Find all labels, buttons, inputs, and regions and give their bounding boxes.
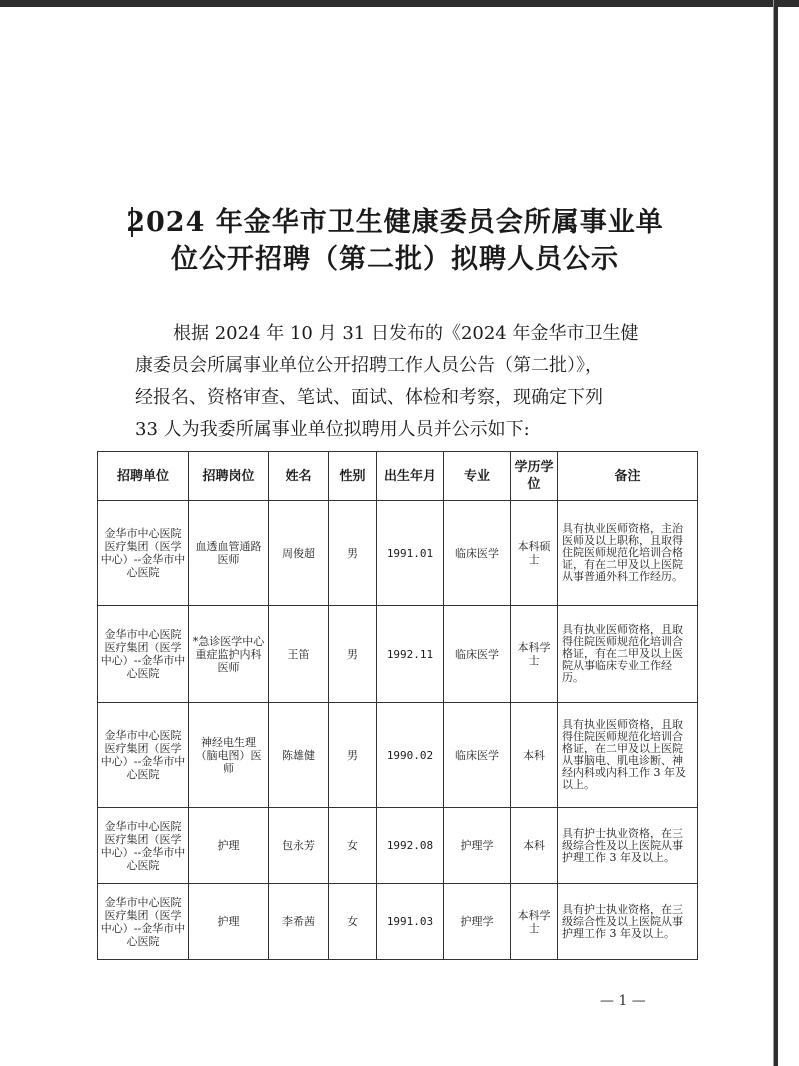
cell-note: 具有护士执业资格，在三级综合性及以上医院从事护理工作 3 年及以上。 (558, 884, 698, 960)
title-line-2: 位公开招聘（第二批）拟聘人员公示 (171, 244, 619, 275)
cell-degree: 本科 (511, 808, 558, 884)
header-major: 专业 (444, 452, 511, 501)
cell-name: 包永芳 (269, 808, 329, 884)
cell-note: 具有护士执业资格，在三级综合性及以上医院从事护理工作 3 年及以上。 (558, 808, 698, 884)
table-row (98, 501, 698, 606)
cell-birth: 1991.01 (377, 501, 444, 606)
cell-gender: 男 (329, 703, 377, 808)
intro-line-3: 经报名、资格审查、笔试、面试、体检和考察，现确定下列 (135, 387, 603, 408)
right-border (774, 0, 778, 1066)
cell-birth: 1991.03 (377, 884, 444, 960)
cell-major: 临床医学 (444, 703, 511, 808)
intro-paragraph (135, 318, 675, 446)
cell-post: *急诊医学中心重症监护内科医师 (189, 606, 269, 703)
page-number: — 1 — (600, 993, 646, 1009)
table-header-row (98, 452, 698, 501)
header-birth: 出生年月 (377, 452, 444, 501)
cell-degree: 本科硕士 (511, 501, 558, 606)
cell-post: 护理 (189, 808, 269, 884)
cell-gender: 男 (329, 501, 377, 606)
cell-post: 血透血管通路医师 (189, 501, 269, 606)
cell-name: 王笛 (269, 606, 329, 703)
header-unit: 招聘单位 (98, 452, 189, 501)
cell-note: 具有执业医师资格，主治医师及以上职称，且取得住院医师规范化培训合格证，有在二甲及以上医院从事普通外科工作经历。 (558, 501, 698, 606)
header-note: 备注 (558, 452, 698, 501)
cell-major: 护理学 (444, 884, 511, 960)
cell-major: 临床医学 (444, 606, 511, 703)
header-gender: 性别 (329, 452, 377, 501)
intro-line-4: 33 人为我委所属事业单位拟聘用人员并公示如下: (135, 419, 530, 440)
cell-birth: 1992.08 (377, 808, 444, 884)
table-row (98, 884, 698, 960)
table-row (98, 703, 698, 808)
personnel-table (97, 451, 698, 960)
page-title (120, 204, 670, 278)
cell-post: 神经电生理（脑电图）医师 (189, 703, 269, 808)
cell-unit: 金华市中心医院医疗集团（医学中心）--金华市中心医院 (98, 808, 189, 884)
cell-name: 陈雄健 (269, 703, 329, 808)
cell-degree: 本科 (511, 703, 558, 808)
cell-degree: 本科学士 (511, 884, 558, 960)
cell-major: 临床医学 (444, 501, 511, 606)
intro-line-2: 康委员会所属事业单位公开招聘工作人员公告（第二批）》， (135, 355, 603, 376)
table-row (98, 606, 698, 703)
cell-degree: 本科学士 (511, 606, 558, 703)
cell-gender: 男 (329, 606, 377, 703)
cell-birth: 1990.02 (377, 703, 444, 808)
cell-name: 周俊超 (269, 501, 329, 606)
cell-birth: 1992.11 (377, 606, 444, 703)
cell-major: 护理学 (444, 808, 511, 884)
header-name: 姓名 (269, 452, 329, 501)
top-border (0, 0, 799, 7)
intro-line-1: 根据 2024 年 10 月 31 日发布的《2024 年金华市卫生健 (173, 323, 639, 344)
cell-note: 具有执业医师资格，且取得住院医师规范化培训合格证，有在二甲及以上医院从事临床专业工作经历。 (558, 606, 698, 703)
cell-gender: 女 (329, 808, 377, 884)
table-row (98, 808, 698, 884)
cell-name: 李希茜 (269, 884, 329, 960)
cell-unit: 金华市中心医院医疗集团（医学中心）--金华市中心医院 (98, 703, 189, 808)
cell-unit: 金华市中心医院医疗集团（医学中心）--金华市中心医院 (98, 884, 189, 960)
cell-unit: 金华市中心医院医疗集团（医学中心）--金华市中心医院 (98, 501, 189, 606)
cell-post: 护理 (189, 884, 269, 960)
cell-gender: 女 (329, 884, 377, 960)
header-post: 招聘岗位 (189, 452, 269, 501)
cell-note: 具有执业医师资格，且取得住院医师规范化培训合格证，在二甲及以上医院从事脑电、肌电诊断、神经内科或内科工作 3 年及以上。 (558, 703, 698, 808)
header-degree: 学历学位 (511, 452, 558, 501)
title-line-1: 2024 年金华市卫生健康委员会所属事业单 (126, 207, 664, 238)
cell-unit: 金华市中心医院医疗集团（医学中心）--金华市中心医院 (98, 606, 189, 703)
